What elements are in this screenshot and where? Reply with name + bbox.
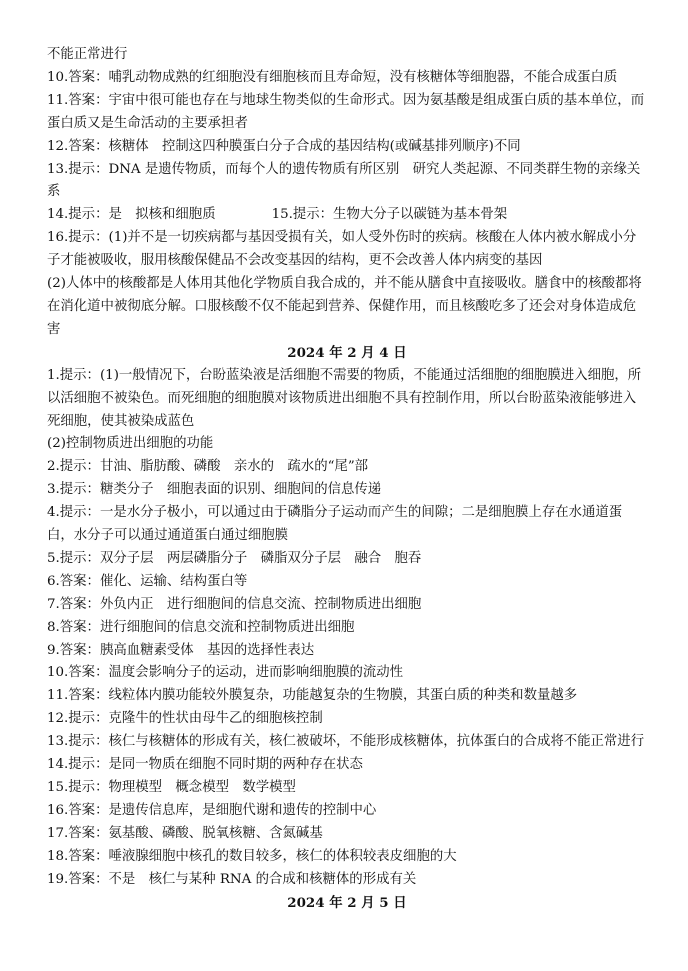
- answer-item: (2)控制物质进出细胞的功能: [47, 436, 214, 452]
- answer-item: 15.提示：物理模型 概念模型 数学模型: [47, 780, 296, 795]
- answer-item: 13.提示：核仁与核糖体的形成有关，核仁被破坏，不能形成核糖体，抗体蛋白的合成将不能正常进行: [47, 734, 645, 750]
- answer-item: 12.提示：克隆牛的性状由母牛乙的细胞核控制: [47, 711, 323, 727]
- answer-item: 11.答案：宇宙中很可能也存在与地球生物类似的生命形式。因为氨基酸是组成蛋白质的基本单位，而蛋白质又是生命活动的主要承担者: [47, 92, 645, 131]
- answer-item: 14.提示：是同一物质在细胞不同时期的两种存在状态: [47, 757, 363, 773]
- answer-item: 18.答案：唾液腺细胞中核孔的数目较多，核仁的体积较表皮细胞的大: [47, 848, 457, 864]
- answer-item: 8.答案：进行细胞间的信息交流和控制物质进出细胞: [47, 619, 355, 635]
- document-body: [47, 44, 647, 914]
- answer-item: 3.提示：糖类分子 细胞表面的识别、细胞间的信息传递: [47, 482, 382, 498]
- answer-pair: [47, 204, 647, 227]
- answer-item: 16.答案：是遗传信息库，是细胞代谢和遗传的控制中心: [47, 802, 377, 818]
- answer-item: 16.提示：(1)并不是一切疾病都与基因受损有关，如人受外伤时的疾病。核酸在人体内被水解成小分子才能被吸收，服用核酸保健品不会改变基因的结构，更不会改善人体内病变的基因: [47, 230, 637, 269]
- answer-item: 10.答案：温度会影响分子的运动，进而影响细胞膜的流动性: [47, 665, 404, 681]
- answer-item: 2.提示：甘油、脂肪酸、磷酸 亲水的 疏水的“尾”部: [47, 459, 369, 475]
- answer-item: 不能正常进行: [47, 47, 128, 62]
- answer-item: 15.提示：生物大分子以碳链为基本骨架: [271, 207, 508, 223]
- answer-item: 7.答案：外负内正 进行细胞间的信息交流、控制物质进出细胞: [47, 596, 422, 612]
- answer-item: 5.提示：双分子层 两层磷脂分子 磷脂双分子层 融合 胞吞: [47, 550, 422, 566]
- answer-item: 17.答案：氨基酸、磷酸、脱氧核糖、含氮碱基: [47, 825, 323, 841]
- answer-item: 11.答案：线粒体内膜功能较外膜复杂，功能越复杂的生物膜，其蛋白质的种类和数量越多: [47, 688, 578, 704]
- answer-item: (2)人体中的核酸都是人体用其他化学物质自我合成的，并不能从膳食中直接吸收。膳食中的核酸都将在消化道中被彻底分解。口服核酸不仅不能起到营养、保健作用，而且核酸吃多了还会对身体造成危害: [47, 276, 642, 337]
- answer-item: 1.提示：(1)一般情况下，台盼蓝染液是活细胞不需要的物质，不能通过活细胞的细胞膜进入细胞，所以活细胞不被染色。而死细胞的细胞膜对该物质进出细胞不具有控制作用，所以台盼蓝染液能够进入死细胞，使其被染成蓝色: [47, 367, 642, 429]
- answer-item: 19.答案：不是 核仁与某种 RNA 的合成和核糖体的形成有关: [47, 871, 417, 887]
- answer-item: 12.答案：核糖体 控制这四种膜蛋白分子合成的基因结构(或碱基排列顺序)不同: [47, 138, 521, 154]
- answer-item: 4.提示：一是水分子极小，可以通过由于磷脂分子运动而产生的间隙；二是细胞膜上存在水通道蛋白，水分子可以通过通道蛋白通过细胞膜: [47, 505, 623, 544]
- answer-item: 10.答案：哺乳动物成熟的红细胞没有细胞核而且寿命短，没有核糖体等细胞器，不能合成蛋白质: [47, 69, 618, 85]
- date-heading: 2024 年 2 月 5 日: [287, 894, 407, 911]
- answer-item: 13.提示：DNA 是遗传物质，而每个人的遗传物质有所区别 研究人类起源、不同类群生物的亲缘关系: [47, 161, 641, 200]
- answer-item: 6.答案：催化、运输、结构蛋白等: [47, 573, 248, 589]
- answer-item: 9.答案：胰高血糖素受体 基因的选择性表达: [47, 642, 315, 658]
- answer-item: 14.提示：是 拟核和细胞质: [47, 207, 216, 223]
- date-heading: 2024 年 2 月 4 日: [287, 344, 407, 361]
